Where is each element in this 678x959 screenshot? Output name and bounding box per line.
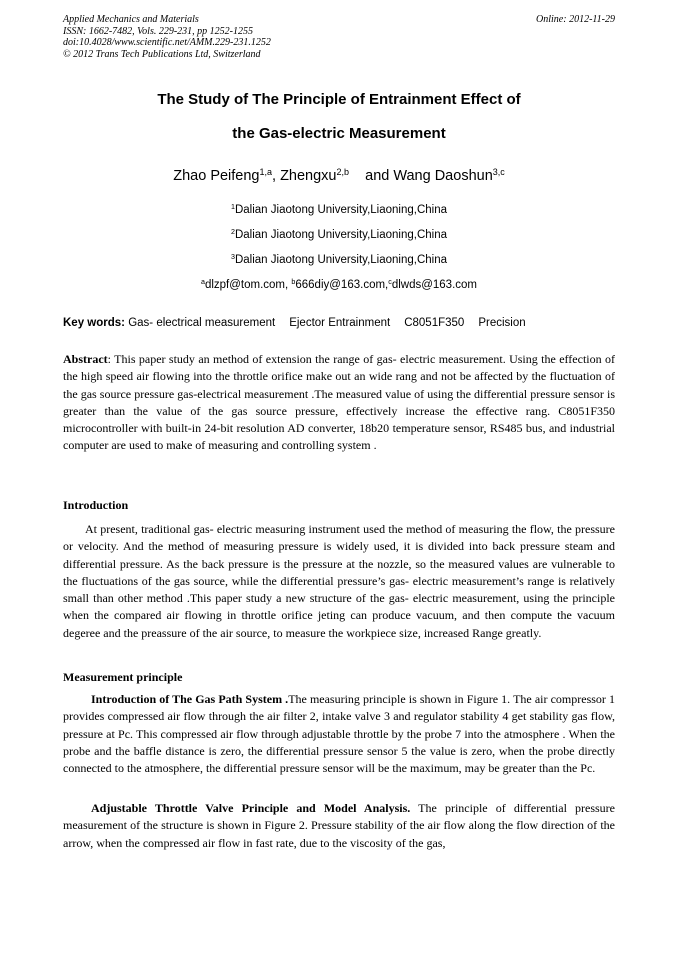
keyword: C8051F350 [404, 317, 465, 329]
email-address[interactable]: dlwds@163.com [391, 279, 477, 291]
abstract-text: : This paper study an method of extension the range of gas- electric measurement. Using the effection of the high speed air flowing into the throttle orifice make out an wide rang and not be affected by the fluctuation of the gas source pressure gas-electrical measurement .The measured value of using the differential pressure sensor is greater than the value of the gas source pressure, effectively increase the effective rang. C8051F350 microcontroller with built-in 24-bit resolution AD converter, 18b20 temperature sensor, RS485 bus, and industrial computer are used to make of measuring and controlling system . [63, 352, 615, 453]
section-heading-measurement: Measurement principle [63, 670, 183, 684]
email-list [63, 278, 615, 292]
issn-line: ISSN: 1662-7482, Vols. 229-231, pp 1252-1255 [63, 25, 253, 37]
subsection-lead: Introduction of The Gas Path System . [91, 692, 289, 706]
affiliation-text: Dalian Jiaotong University,Liaoning,China [234, 254, 447, 266]
affiliation-text: Dalian Jiaotong University,Liaoning,China [234, 204, 447, 216]
author-superscript: 1,a [259, 167, 272, 178]
copyright-line: © 2012 Trans Tech Publications Ltd, Switzerland [63, 48, 261, 60]
paragraph-text: The principle of differential pressure measurement of the structure is shown in Figure 2. Pressure stability of the air flow along the flow direction of the arrow, when the compressed air flow in fast rate, due to the viscosity of the gas, [63, 801, 616, 850]
author-name: Zhengxu [280, 168, 337, 184]
keywords-label: Key words: [63, 317, 125, 329]
paper-title-line-2: the Gas-electric Measurement [232, 125, 446, 142]
abstract-paragraph [63, 351, 615, 455]
keyword: Gas- electrical measurement [128, 317, 276, 329]
paragraph-text: The measuring principle is shown in Figure 1. The air compressor 1 provides compressed air flow through the air filter 2, intake valve 3 and regulator stability 4 get stability gas flow, pressure at Pc. This compressed air flow through adjustable throttle by the probe 7 into the atmosphere . When the probe and the baffle distance is zero, the differential pressure sensor 5 the value is zero, when the probe directly connected to the atmosphere, the differential pressure sensor will be the maximum, may be greater than the Pc. [63, 692, 616, 776]
online-date: Online: 2012-11-29 [536, 14, 615, 25]
author-name: Zhao Peifeng [173, 168, 260, 184]
email-superscript: a [200, 278, 205, 287]
keyword: Ejector Entrainment [289, 317, 391, 329]
affiliation-superscript: 1 [231, 203, 235, 212]
throttle-paragraph [63, 800, 615, 852]
affiliation-1 [63, 203, 615, 217]
keyword: Precision [478, 317, 526, 329]
doi-line[interactable]: doi:10.4028/www.scientific.net/AMM.229-231.1252 [63, 37, 271, 48]
email-address[interactable]: 666diy@163.com, [295, 279, 389, 291]
author-list [63, 167, 615, 185]
affiliation-superscript: 2 [231, 228, 235, 237]
email-superscript: c [388, 278, 392, 287]
subsection-lead: Adjustable Throttle Valve Principle and Model Analysis. [91, 801, 411, 815]
paper-title-line-1: The Study of The Principle of Entrainment Effect of [157, 91, 521, 108]
affiliation-superscript: 3 [231, 253, 235, 262]
affiliation-2 [63, 228, 615, 242]
email-address[interactable]: dlzpf@tom.com, [204, 279, 292, 291]
keywords-line [63, 316, 623, 330]
section-heading-introduction: Introduction [63, 498, 129, 512]
affiliation-text: Dalian Jiaotong University,Liaoning,China [234, 229, 447, 241]
journal-name: Applied Mechanics and Materials [63, 14, 199, 25]
email-superscript: b [291, 278, 296, 287]
author-name: and Wang Daoshun [365, 168, 493, 184]
introduction-paragraph: At present, traditional gas- electric measuring instrument used the method of measuring the flow, the pressure or velocity. And the method of measuring pressure is widely used, it is divided into back pressure steam and differential pressure. As the back pressure is the pressure at the nozzle, so the measured values are vulnerable to the fluctuations of the gas source, while the differential pressure’s gas- electric measurement’s range is relatively small than other method .This paper study a new structure of the gas- electric measurement, using the principle when the compared air flowing in throttle orifice jeting can produce vacuum, and then compute the vacuum degeree and the preassure of the air source, to measure the workpiece size, increased Range greatly. [63, 522, 615, 640]
gas-path-paragraph [63, 691, 615, 777]
author-separator: , [272, 168, 281, 184]
author-superscript: 3,c [492, 167, 505, 178]
abstract-label: Abstract [63, 352, 108, 366]
journal-header [63, 14, 615, 60]
author-superscript: 2,b [336, 167, 349, 178]
affiliation-3 [63, 253, 615, 267]
